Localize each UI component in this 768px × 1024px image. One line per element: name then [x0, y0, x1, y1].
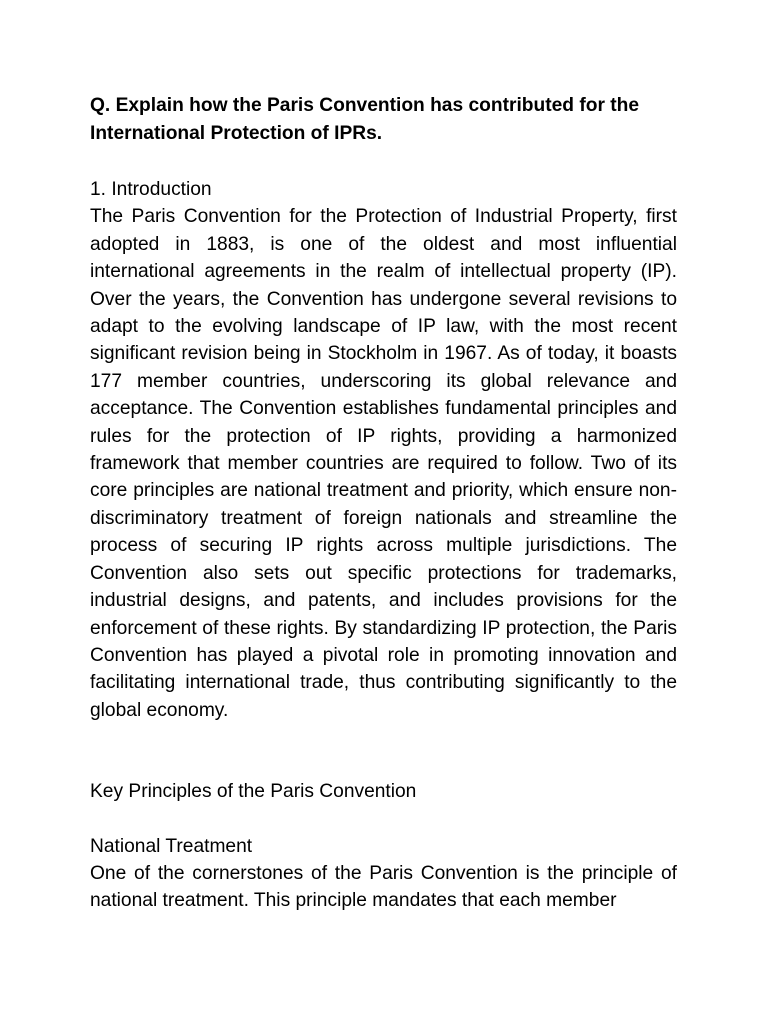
document-page [90, 92, 677, 915]
spacer [90, 148, 677, 176]
intro-heading: 1. Introduction [90, 179, 212, 200]
spacer [90, 806, 677, 833]
national-treatment-paragraph: One of the cornerstones of the Paris Convention is the principle of national treatment. This principle mandates that each member [90, 862, 677, 912]
spacer [90, 724, 677, 778]
intro-paragraph: The Paris Convention for the Protection of Industrial Property, first adopted in 1883, is one of the oldest and most influential international agreements in the realm of intellectual property (IP). Over the years, the Convention has undergone several revisions to adapt to the evolving landscape of IP law, with the most recent significant revision being in Stockholm in 1967. As of today, it boasts 177 member countries, underscoring its global relevance and acceptance. The Convention establishes fundamental principles and rules for the protection of IP rights, providing a harmonized framework that member countries are required to follow. Two of its core principles are national treatment and priority, which ensure non-discriminatory treatment of foreign nationals and streamline the process of securing IP rights across multiple jurisdictions. The Convention also sets out specific protections for trademarks, industrial designs, and patents, and includes provisions for the enforcement of these rights. By standardizing IP protection, the Paris Convention has played a pivotal role in promoting innovation and facilitating international trade, thus contributing significantly to the global economy. [90, 206, 677, 721]
question-heading: Q. Explain how the Paris Convention has contributed for the International Protection of IPRs. [90, 95, 640, 144]
national-treatment-heading: National Treatment [90, 835, 253, 857]
key-principles-heading: Key Principles of the Paris Convention [90, 781, 417, 803]
